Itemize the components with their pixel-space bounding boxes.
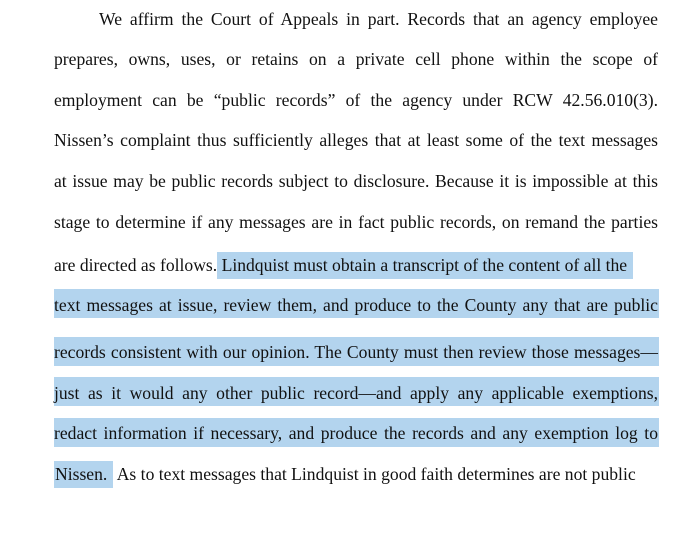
plain-text: As to text messages that Lindquist in good faith determines are not public (113, 464, 636, 484)
paragraph-line: employment can be “public records” of the agency under RCW 42.56.010(3). (54, 90, 658, 110)
highlighted-line: text messages at issue, review them, and produce to the County any that are public (54, 295, 658, 315)
plain-text: are directed as follows. (54, 255, 218, 275)
highlighted-line: just as it would any other public record—and apply any applicable exemptions, (54, 383, 658, 403)
paragraph-line: We affirm the Court of Appeals in part. Records that an agency employee (99, 9, 658, 29)
highlighted-line: records consistent with our opinion. The County must then review those messages— (54, 342, 658, 362)
paragraph-line: prepares, owns, uses, or retains on a private cell phone within the scope of (54, 49, 658, 69)
highlighted-text: Lindquist must obtain a transcript of the content of all the (217, 252, 633, 279)
paragraph-line: at issue may be public records subject to disclosure. Because it is impossible at this (54, 171, 658, 191)
paragraph-line (54, 254, 658, 276)
paragraph-line (54, 463, 658, 485)
highlighted-text: Nissen. (54, 461, 113, 488)
paragraph-line: stage to determine if any messages are in fact public records, on remand the parties (54, 212, 658, 232)
highlighted-line: redact information if necessary, and produce the records and any exemption log to (54, 423, 658, 443)
paragraph-line: Nissen’s complaint thus sufficiently alleges that at least some of the text messages (54, 130, 658, 150)
